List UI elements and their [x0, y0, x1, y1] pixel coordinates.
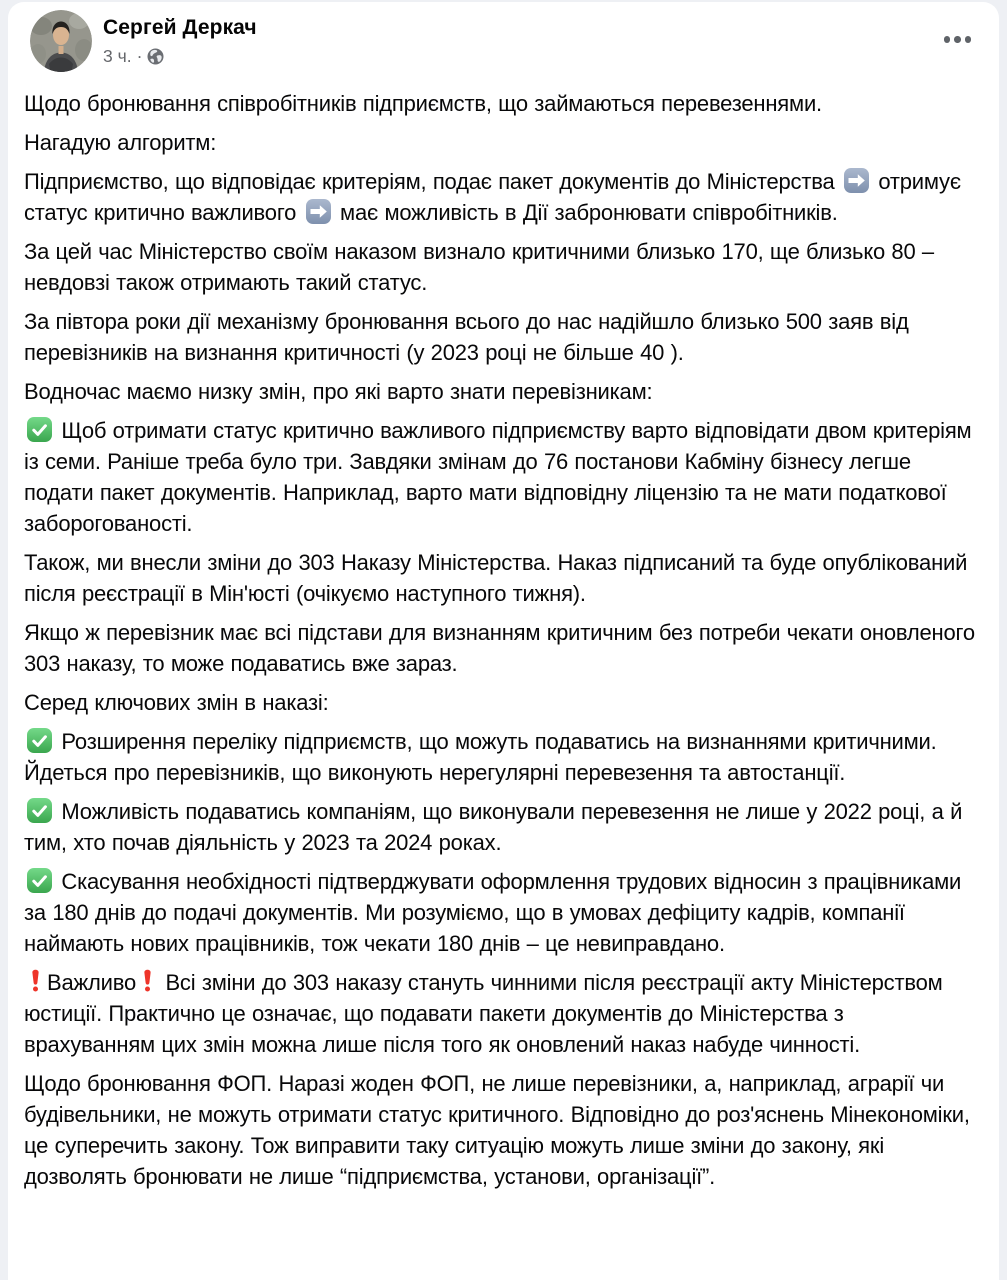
right-arrow-emoji — [844, 168, 869, 193]
post-paragraph: За цей час Міністерство своїм наказом визнало критичними близько 170, ще близько 80 – невдовзі також отримають такий статус. — [24, 239, 934, 295]
post-paragraph: Нагадую алгоритм: — [24, 130, 217, 155]
post-header — [8, 2, 999, 72]
post-subtitle — [103, 46, 257, 66]
post-paragraph: Водночас маємо низку змін, про які варто знати перевізникам: — [24, 379, 653, 404]
post-paragraph: Скасування необхідності підтверджувати оформлення трудових відносин з працівниками за 180 днів до подачі документів. Ми розуміємо, що в умовах дефіциту кадрів, компанії наймають нових працівників, тож чекати 180 днів – це невиправдано. — [24, 869, 962, 956]
ellipsis-dot — [965, 36, 972, 43]
header-meta — [103, 10, 257, 66]
post-paragraph: Важливо Всі зміни до 303 наказу стануть чинними після реєстрації акту Міністерством юстиції. Практично це означає, що подавати пакети документів до Міністерства з врахуванням цих змін можна лише після того як оновлений наказ набуде чинності. — [24, 970, 943, 1057]
post-paragraph: Щоб отримати статус критично важливого підприємству варто відповідати двом критеріям із семи. Раніше треба було три. Завдяки змінам до 76 постанови Кабміну бізнесу легше подати пакет документів. Наприклад, варто мати відповідну ліцензію та не мати податкової заборогованості. — [24, 418, 972, 536]
post-paragraph: За півтора роки дії механізму бронювання всього до нас надійшло близько 500 заяв від перевізників на визнання критичності (у 2023 році не більше 40 ). — [24, 309, 909, 365]
post-paragraph: Розширення переліку підприємств, що можуть подаватись на визнаннями критичними. Йдеться про перевізників, що виконують нерегулярні перевезення та автостанції. — [24, 729, 937, 785]
timestamp[interactable]: 3 ч. — [103, 46, 132, 66]
post-paragraph: Серед ключових змін в наказі: — [24, 690, 329, 715]
red-exclamation-emoji — [141, 968, 154, 993]
post-paragraph: Якщо ж перевізник має всі підстави для визнанням критичним без потреби чекати оновленого 303 наказу, то може подаватись вже зараз. — [24, 620, 975, 676]
ellipsis-dot — [954, 36, 961, 43]
post-body — [8, 72, 999, 1204]
post-paragraph: Щодо бронювання співробітників підприємств, що займаються перевезеннями. — [24, 91, 822, 116]
globe-public-icon — [147, 48, 164, 65]
post-options-button[interactable] — [938, 30, 978, 49]
post-paragraph: Щодо бронювання ФОП. Наразі жоден ФОП, не лише перевізники, а, наприклад, аграрії чи будівельники, не можуть отримати статус критичного. Відповідно до роз'яснень Мінекономіки, це суперечить закону. Тож виправити таку ситуацію можуть лише зміни до закону, які дозволять бронювати не лише “підприємства, установи, організації”. — [24, 1071, 970, 1189]
post-paragraph: Також, ми внесли зміни до 303 Наказу Міністерства. Наказ підписаний та буде опублікований після реєстрації в Мін'юсті (очікуємо наступного тижня). — [24, 550, 968, 606]
red-exclamation-emoji — [29, 968, 42, 993]
post-paragraph: Можливість подаватись компаніям, що виконували перевезення не лише у 2022 році, а й тим, хто почав діяльність у 2023 та 2024 роках. — [24, 799, 963, 855]
avatar-image — [30, 10, 92, 72]
subtitle-separator: · — [136, 46, 143, 66]
author-name[interactable]: Сергей Деркач — [103, 16, 257, 39]
check-mark-emoji — [27, 728, 52, 753]
check-mark-emoji — [27, 868, 52, 893]
right-arrow-emoji — [306, 199, 331, 224]
check-mark-emoji — [27, 417, 52, 442]
post-card — [8, 2, 999, 1280]
post-paragraph: Підприємство, що відповідає критеріям, подає пакет документів до Міністерства отримує статус критично важливого має можливість в Дії забронювати співробітників. — [24, 169, 961, 225]
check-mark-emoji — [27, 798, 52, 823]
avatar[interactable] — [30, 10, 92, 72]
ellipsis-dot — [944, 36, 951, 43]
